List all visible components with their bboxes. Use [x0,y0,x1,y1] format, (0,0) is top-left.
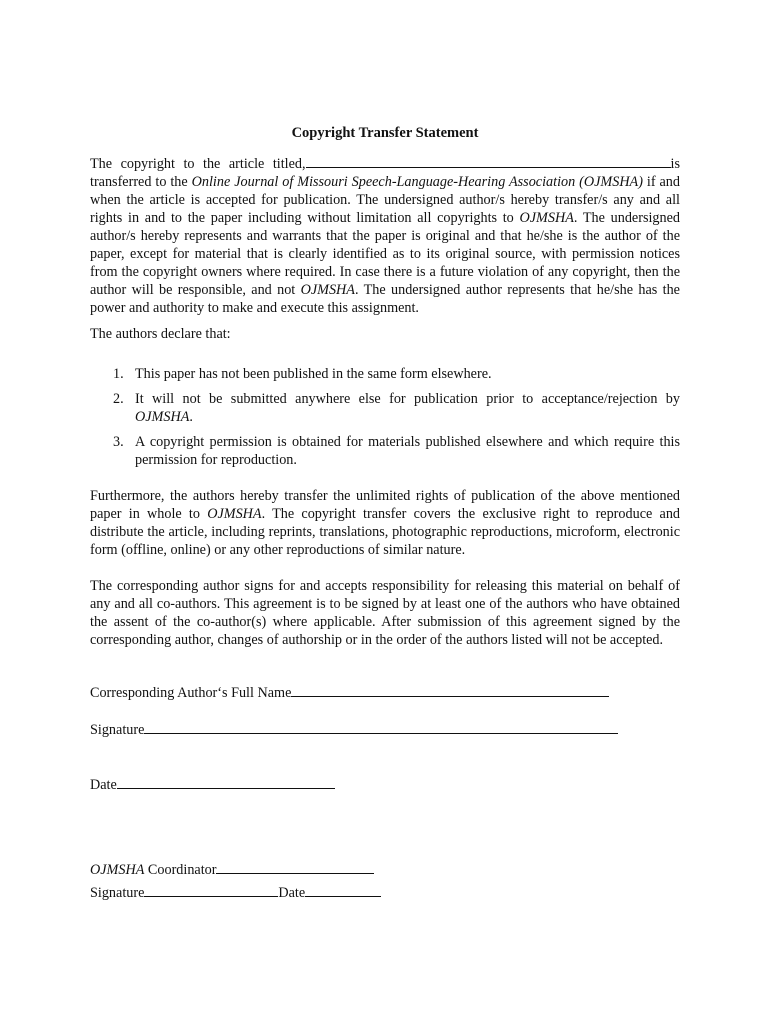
list-number: 2. [113,391,124,407]
intro-text-6: . The undersigned author represents that he/she has the power and authority to make and execute this assignment. [90,282,680,316]
signature-row [90,720,680,739]
list-number: 3. [113,434,124,450]
article-title-field[interactable] [306,154,671,168]
responsibility-paragraph: The corresponding author signs for and accepts responsibility for releasing this material on behalf of any and all co-authors. This agreement is to be signed by at least one of the authors who have obtained the assent of the co-author(s) where applicable. After submission of this agreement signed by the corresponding author, changes of authorship or in the order of the authors listed will not be accepted. [90,578,680,648]
coord-signature-field[interactable] [144,883,278,897]
coord-date-field[interactable] [305,883,381,897]
intro-text-3: transferred to the [90,174,192,190]
date-label: Date [90,777,117,793]
full-name-row [90,683,680,702]
coord-signature-label: Signature [90,885,145,901]
list-item [113,433,680,469]
journal-name: Online Journal of Missouri Speech-Language-Hearing Association (OJMSHA) [191,174,643,190]
document-page [90,124,680,902]
rights-abbr: OJMSHA [207,506,262,522]
intro-text-1: The copyright to the article titled, [90,156,306,172]
intro-text-4: if and when the article is accepted for publication. The undersigned author/s hereby transfer/s any and all rights in and to the paper including without limitation all copyrights to [90,174,680,226]
coordinator-label: Coordinator [144,862,217,878]
list-text: It will not be submitted anywhere else for publication prior to acceptance/rejection by [135,391,680,407]
list-text: A copyright permission is obtained for materials published elsewhere and which require this permission for reproduction. [135,434,680,468]
intro-text-5: . The undersigned author/s hereby represents and warrants that the paper is original and that he/she is the author of the paper, except for material that is clearly identified as to its original source, with permission notices from the copyright owners where required. In case there is a future violation of any copyright, then the author will be responsible, and not [90,210,680,298]
signature-label: Signature [90,722,145,738]
list-text: This paper has not been published in the same form elsewhere. [135,366,492,382]
document-title: Copyright Transfer Statement [291,125,479,141]
coordinator-row [90,860,680,879]
coordinator-signature-row [90,883,680,902]
signature-field[interactable] [144,720,618,734]
coordinator-abbr: OJMSHA [90,862,145,878]
full-name-label: Corresponding Author‘s Full Name [90,685,292,701]
date-field[interactable] [117,775,335,789]
list-tail: . [189,409,193,425]
intro-paragraph [90,154,680,317]
list-item [113,365,680,383]
rights-text-2: . The copyright transfer covers the exclusive right to reproduce and distribute the article, including reprints, translations, photographic reproductions, microform, electronic form (offline, online) or any other reproductions of similar nature. [90,506,681,558]
date-row [90,775,680,794]
coordinator-field[interactable] [216,860,374,874]
journal-abbr-1: OJMSHA [519,210,574,226]
rights-text-1: Furthermore, the authors hereby transfer the unlimited rights of publication of the above mentioned paper in whole to [90,488,680,522]
coord-date-label: Date [278,885,306,901]
journal-abbr-2: OJMSHA [300,282,355,298]
list-italic: OJMSHA [135,409,190,425]
list-item [113,390,680,426]
full-name-field[interactable] [291,683,609,697]
declare-heading: The authors declare that: [90,326,231,342]
declaration-list [90,365,680,469]
list-number: 1. [113,366,124,382]
intro-text-2: is [670,156,680,172]
rights-paragraph [90,487,680,559]
